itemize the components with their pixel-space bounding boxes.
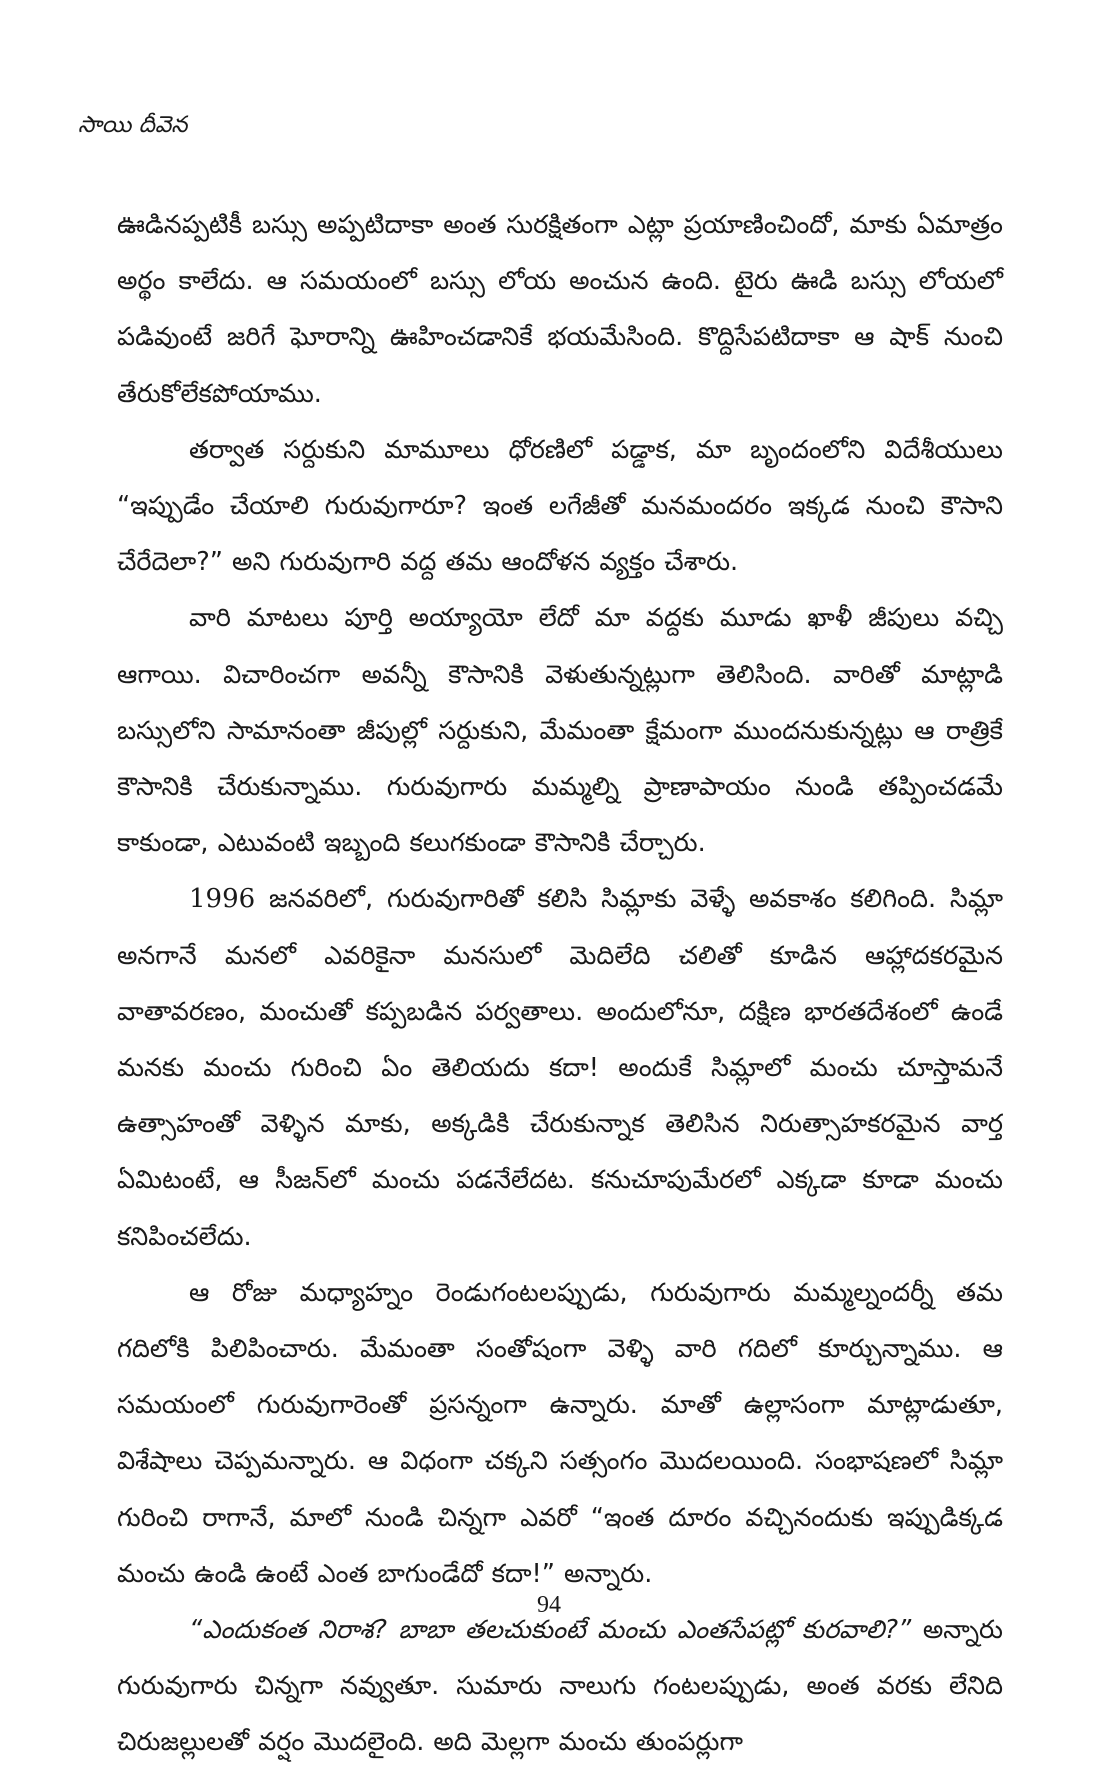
page-number: 94: [537, 1592, 561, 1618]
paragraph-text: జనవరిలో, గురువుగారితో కలిసి సిమ్లాకు వెళ్ళే అవకాశం కలిగింది. సిమ్లా అనగానే మనలో ఎవరికైనా మనసులో మెదిలేది చలితో కూడిన ఆహ్లాదకరమైన వాతావరణం, మంచుతో కప్పబడిన పర్వతాలు. అందులోనూ, దక్షిణ భారతదేశంలో ఉండే మనకు మంచు గురించి ఏం తెలియదు కదా! అందుకే సిమ్లాలో మంచు చూస్తామనే ఉత్సాహంతో వెళ్ళిన మాకు, అక్కడికి చేరుకున్నాక తెలిసిన నిరుత్సాహకరమైన వార్త ఏమిటంటే, ఆ సీజన్‌లో మంచు పడనేలేదట. కనుచూపుమేరలో ఎక్కడా కూడా మంచు కనిపించలేదు.: [117, 884, 1003, 1252]
year-number: 1996: [189, 884, 256, 915]
paragraph-text: ఆ రోజు మధ్యాహ్నం రెండుగంటలప్పుడు, గురువుగారు మమ్మల్నందర్నీ తమ గదిలోకి పిలిపించారు. మేమంతా సంతోషంగా వెళ్ళి వారి గదిలో కూర్చున్నాము. ఆ సమయంలో గురువుగారెంతో ప్రసన్నంగా ఉన్నారు. మాతో ఉల్లాసంగా మాట్లాడుతూ, విశేషాలు చెప్పమన్నారు. ఆ విధంగా చక్కని సత్సంగం మొదలయింది. సంభాషణలో సిమ్లా గురించి రాగానే, మాలో నుండి చిన్నగా ఎవరో “ఇంత దూరం వచ్చినందుకు ఇప్పుడిక్కడ మంచు ఉండి ఉంటే ఎంత బాగుండేదో కదా!” అన్నారు.: [117, 1277, 1003, 1589]
paragraph-5: [117, 1265, 1003, 1602]
running-head: సాయి దీవెన: [78, 112, 188, 138]
paragraph-1: [117, 197, 1003, 422]
body-text: [117, 197, 1003, 1771]
paragraph-text: తర్వాత సర్దుకుని మామూలు ధోరణిలో పడ్డాక, మా బృందంలోని విదేశీయులు “ఇప్పుడేం చేయాలి గురువుగారూ? ఇంత లగేజీతో మనమందరం ఇక్కడ నుంచి కౌసాని చేరేదెలా?” అని గురువుగారి వద్ద తమ ఆందోళన వ్యక్తం చేశారు.: [117, 434, 1003, 578]
paragraph-6: [117, 1602, 1003, 1771]
paragraph-text: వారి మాటలు పూర్తి అయ్యాయో లేదో మా వద్దకు మూడు ఖాళీ జీపులు వచ్చి ఆగాయి. విచారించగా అవన్నీ కౌసానికి వెళుతున్నట్లుగా తెలిసింది. వారితో మాట్లాడి బస్సులోని సామానంతా జీపుల్లో సర్దుకుని, మేమంతా క్షేమంగా ముందనుకున్నట్లు ఆ రాత్రికే కౌసానికి చేరుకున్నాము. గురువుగారు మమ్మల్ని ప్రాణాపాయం నుండి తప్పించడమే కాకుండా, ఎటువంటి ఇబ్బంది కలుగకుండా కౌసానికి చేర్చారు.: [117, 603, 1003, 859]
paragraph-text: ఊడినప్పటికీ బస్సు అప్పటిదాకా అంత సురక్షితంగా ఎట్లా ప్రయాణించిందో, మాకు ఏమాత్రం అర్థం కాలేదు. ఆ సమయంలో బస్సు లోయ అంచున ఉంది. టైరు ఊడి బస్సు లోయలో పడివుంటే జరిగే ఘోరాన్ని ఊహించడానికే భయమేసింది. కొద్దిసేపటిదాకా ఆ షాక్ నుంచి తేరుకోలేకపోయాము.: [117, 210, 1003, 409]
paragraph-4: [117, 871, 1003, 1264]
paragraph-2: [117, 422, 1003, 591]
paragraph-text: అన్నారు గురువుగారు చిన్నగా నవ్వుతూ. సుమారు నాలుగు గంటలప్పుడు, అంత వరకు లేనిది చిరుజల్లులతో వర్షం మొదలైంది. అది మెల్లగా మంచు తుంపర్లుగా: [117, 1615, 1003, 1758]
paragraph-3: [117, 590, 1003, 871]
italic-quote: “ఎందుకంత నిరాశ? బాబా తలచుకుంటే మంచు ఎంతసేపట్లో కురవాలి?”: [189, 1615, 912, 1646]
